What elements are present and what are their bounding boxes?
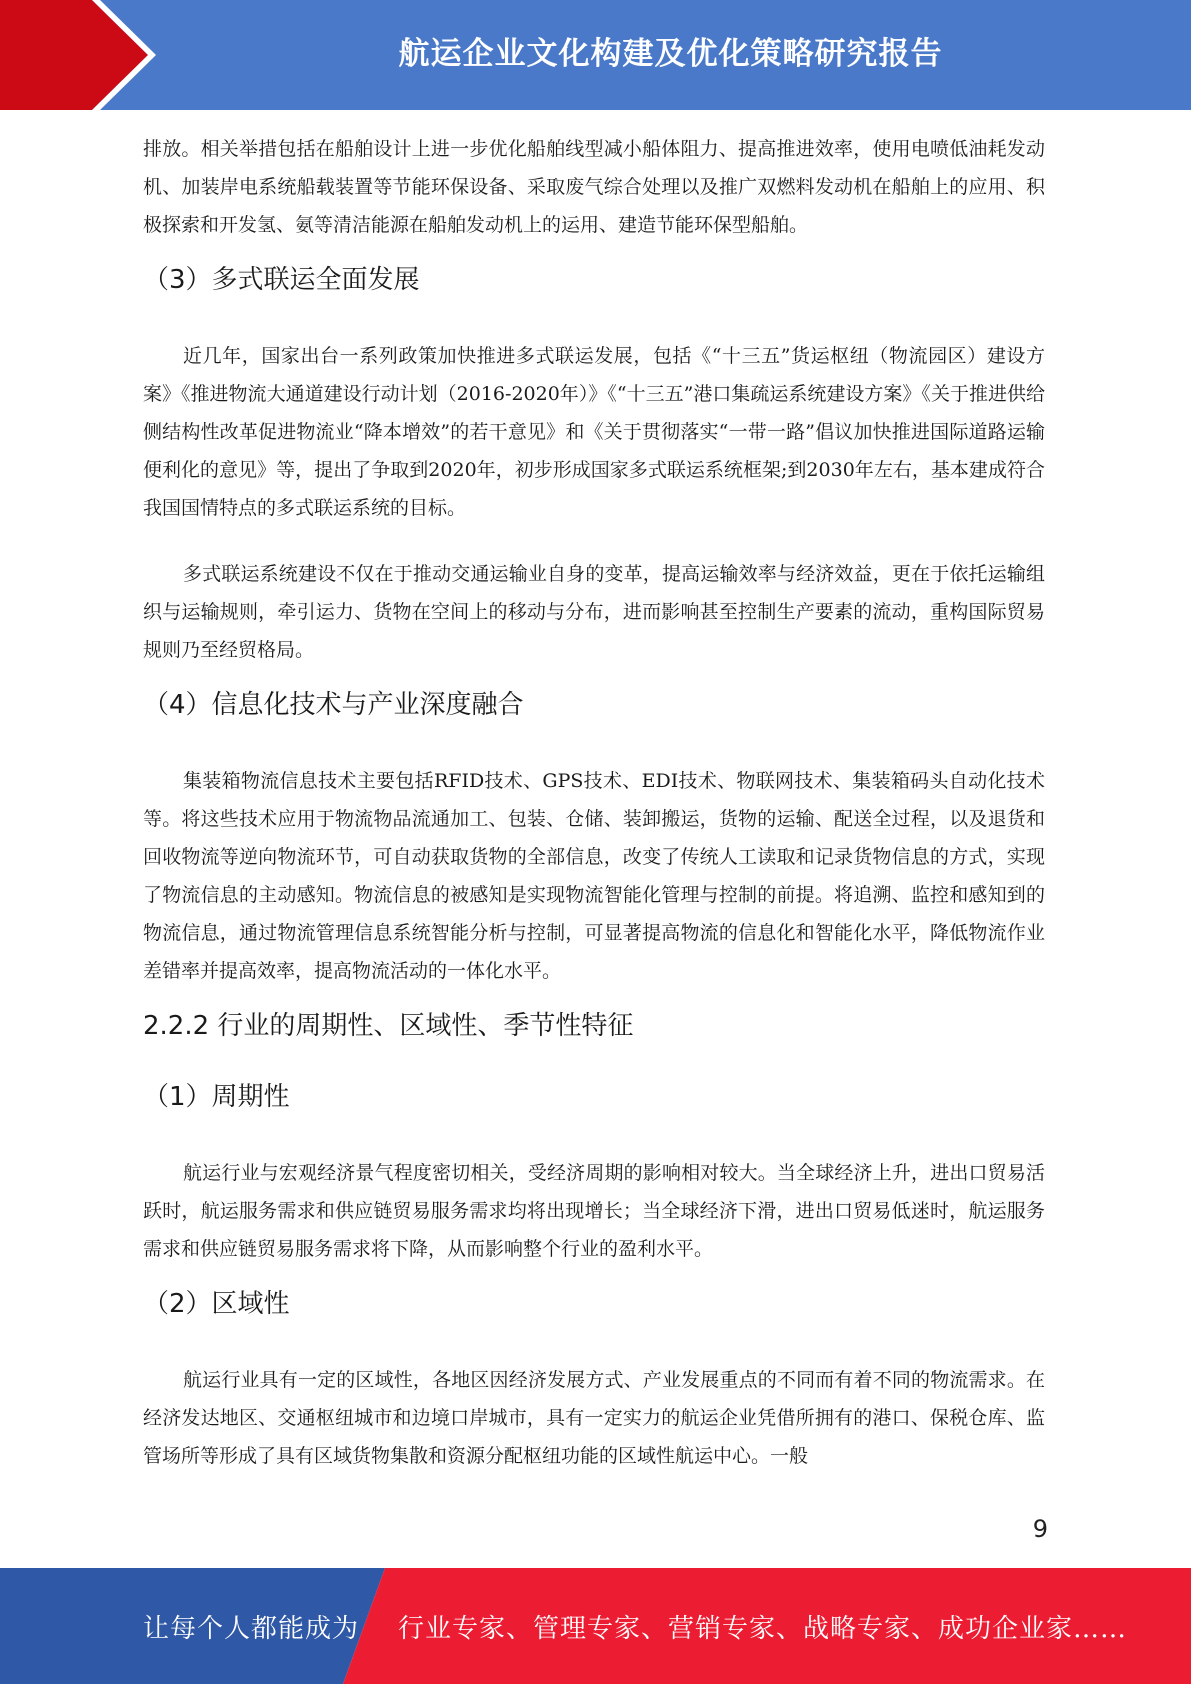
page-content <box>143 130 1045 1475</box>
section-heading: （4）信息化技术与产业深度融合 <box>143 690 524 720</box>
paragraph: 多式联运系统建设不仅在于推动交通运输业自身的变革，提高运输效率与经济效益，更在于依托运输组织与运输规则，牵引运力、货物在空间上的移动与分布，进而影响甚至控制生产要素的流动，重构国际贸易规则乃至经贸格局。 <box>143 563 1045 661</box>
section-heading: （2）区域性 <box>143 1289 290 1319</box>
paragraph: 近几年，国家出台一系列政策加快推进多式联运发展，包括《“十三五”货运枢纽（物流园区）建设方案》《推进物流大通道建设行动计划（2016-2020年）》《“十三五”港口集疏运系统建设方案》《关于推进供给侧结构性改革促进物流业“降本增效”的若干意见》和《关于贯彻落实“一带一路”倡议加快推进国际道路运输便利化的意见》等，提出了争取到2020年，初步形成国家多式联运系统框架;到2030年左右，基本建成符合我国国情特点的多式联运系统的目标。 <box>143 345 1045 519</box>
header-arrow-decoration <box>0 0 160 110</box>
footer-slogan-right: 行业专家、管理专家、营销专家、战略专家、成功企业家…… <box>398 1613 1128 1644</box>
document-title: 航运企业文化构建及优化策略研究报告 <box>398 35 943 72</box>
paragraph: 航运行业具有一定的区域性，各地区因经济发展方式、产业发展重点的不同而有着不同的物流需求。在经济发达地区、交通枢纽城市和边境口岸城市，具有一定实力的航运企业凭借所拥有的港口、保税仓库、监管场所等形成了具有区域货物集散和资源分配枢纽功能的区域性航运中心。一般 <box>143 1369 1045 1467</box>
paragraph: 排放。相关举措包括在船舶设计上进一步优化船舶线型减小船体阻力、提高推进效率，使用电喷低油耗发动机、加装岸电系统船载装置等节能环保设备、采取废气综合处理以及推广双燃料发动机在船舶上的应用、积极探索和开发氢、氨等清洁能源在船舶发动机上的运用、建造节能环保型船舶。 <box>143 138 1045 236</box>
paragraph: 集装箱物流信息技术主要包括RFID技术、GPS技术、EDI技术、物联网技术、集装箱码头自动化技术等。将这些技术应用于物流物品流通加工、包装、仓储、装卸搬运，货物的运输、配送全过程，以及退货和回收物流等逆向物流环节，可自动获取货物的全部信息，改变了传统人工读取和记录货物信息的方式，实现了物流信息的主动感知。物流信息的被感知是实现物流智能化管理与控制的前提。将追溯、监控和感知到的物流信息，通过物流管理信息系统智能分析与控制，可显著提高物流的信息化和智能化水平，降低物流作业差错率并提高效率，提高物流活动的一体化水平。 <box>143 770 1045 982</box>
page-header <box>0 0 1191 110</box>
page-number: 9 <box>1032 1515 1048 1543</box>
paragraph: 航运行业与宏观经济景气程度密切相关，受经济周期的影响相对较大。当全球经济上升，进出口贸易活跃时，航运服务需求和供应链贸易服务需求均将出现增长；当全球经济下滑，进出口贸易低迷时，航运服务需求和供应链贸易服务需求将下降，从而影响整个行业的盈利水平。 <box>143 1162 1045 1260</box>
subsection-heading: 2.2.2 行业的周期性、区域性、季节性特征 <box>143 1011 634 1041</box>
page-footer <box>0 1568 1191 1684</box>
section-heading: （1）周期性 <box>143 1082 290 1112</box>
section-heading: （3）多式联运全面发展 <box>143 265 420 295</box>
footer-slogan-left: 让每个人都能成为 <box>143 1613 360 1644</box>
